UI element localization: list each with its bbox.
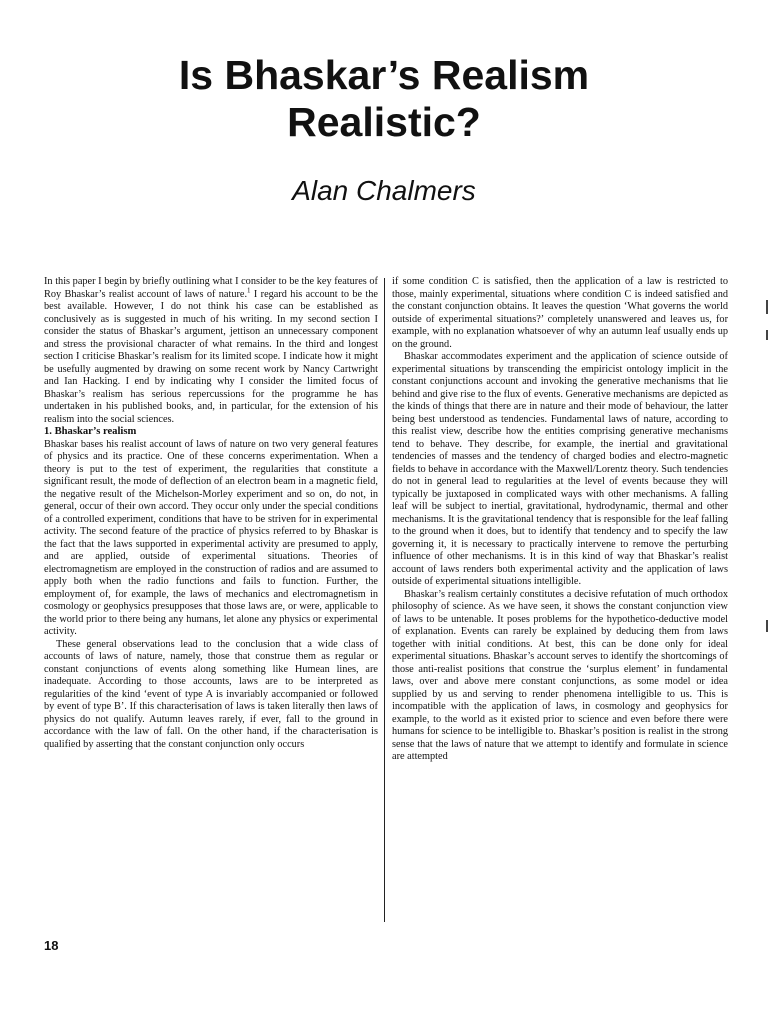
footnote-marker[interactable]: 1 xyxy=(247,286,251,295)
body-paragraph: Bhaskar’s realism certainly constitutes a decisive refutation of much orthodox philosophy of science. As we have seen, it shows the constant conjunction view of laws to be untenable. It poses problems for the hypothetico-deductive model of explanation. Events can rarely be explained by deducing them from laws together with initial conditions. At best, this can be done only for ideal experimental situations. Bhaskar’s account serves to identify the shortcomings of those anti-realist positions that construe the ‘surplus element’ in fundamental laws, over and above mere constant conjunctions, as some model or idea supplied by us and serving to render phenomena intelligible to us. This is incompatible with the application of laws, in cosmology and geophysics for example, to the world as it existed prior to science and even before there were humans for science to be intelligible to. Bhaskar’s position is realist in the strong sense that the laws of nature that we attempt to identify and formulate in science are attempted xyxy=(392,588,728,762)
intro-paragraph xyxy=(44,276,378,426)
body-paragraph: These general observations lead to the conclusion that a wide class of accounts of laws of nature, namely, those that construe them as regular or constant conjunctions of events along something like Humean lines, are inadequate. According to those accounts, laws are to be interpreted as regularities of the kind ‘event of type A is invariably accompanied or followed by event of type B’. If this characterisation of laws is taken literally then laws of physics do not qualify. Autumn leaves rarely, if ever, fall to the ground in accordance with the law of fall. On the other hand, if the characterisation is qualified by asserting that the constant conjunction only occurs xyxy=(44,638,378,750)
page-number: 18 xyxy=(44,938,59,953)
title-line-1: Is Bhaskar’s Realism xyxy=(178,52,590,98)
body-paragraph: Bhaskar accommodates experiment and the application of science outside of experimental situations by transcending the empiricist ontology implicit in the constant conjunctions account and invoking the generative mechanisms that lie behind and give rise to the flux of events. Generative mechanisms are depicted as the kinds of things that there are in nature and their mode of behaviour, the latter being best understood as tendencies. Fundamental laws of nature, according to this realist view, describe how the entities comprising generative mechanisms tend to behave. They describe, for example, the inertial and gravitational tendencies of masses and the tendency of charged bodies and electro-magnetic fields to behave in accordance with the Maxwell/Lorentz theory. Such tendencies do not in general lead to regularities at the level of events because they will typically be juxtaposed in complicated ways with other mechanisms. A falling leaf will be subject to inertial, gravitational, hydrodynamic, thermal and other mechanisms. It is the gravitational tendency that is responsible for the leaf falling to the ground when it does, but to identify that tendency and to specify the law governing it, it is necessary to practically intervene to remove the perturbing influence of other mechanisms. It is in this kind of way that Bhaskar’s realist account of laws renders both experimental activity and the application of laws outside of experimental situations intelligible. xyxy=(392,351,728,587)
right-column xyxy=(392,276,728,764)
column-divider xyxy=(384,278,385,922)
intro-text-end: I regard his account to be the best available. However, I do not think his case can be established as conclusively as is suggested in much of his writing. In my second section I consider the status of Bhaskar’s argument, jettison an unnecessary component and stress the provisional character of what remains. In the third and longest section I criticise Bhaskar’s realism for its limited scope. I indicate how it might be usefully augmented by drawing on some recent work by Nancy Cartwright and Ian Hacking. I end by indicating why I consider the limited focus of Bhaskar’s realism has serious repercussions for the programme he has undertaken in his published books, and, in particular, for the extension of his realism into the social sciences. xyxy=(44,288,378,425)
body-paragraph: Bhaskar bases his realist account of laws of nature on two very general features of physics and its practice. One of these concerns experimentation. When a theory is put to the test of experiment, the regularities that constitute a significant result, the mode of deflection of an electron beam in a magnetic field, the negative result of the Michelson-Morley experiment and so on, do not, in general, occur of their own accord. They occur only under the special conditions of a controlled experiment, conditions that have to be striven for in experimental activity. The second feature of the practice of physics referred to by Bhaskar is the fact that the laws supported in experimental activity are presumed to apply, and are applied, outside of experimental situations. Theories of electromagnetism are employed in the construction of radios and are assumed to apply both when the radio functions and fails to function. Further, the employment of, for example, the laws of mechanics and electromagnetism in cosmology or geophysics presupposes that those laws are, or were, applicable to the world prior to there being any humans, let alone any physics or experimental activity. xyxy=(44,438,378,637)
body-paragraph: if some condition C is satisfied, then the application of a law is restricted to those, mainly experimental, situations where condition C is indeed satisfied and the constant conjunction obtains. It leaves the question ‘What governs the world outside of experimental situations?’ completely unanswered and leaves us, for example, with no explanation whatsoever of why an autumn leaf usually ends up on the ground. xyxy=(392,276,728,350)
article-author: Alan Chalmers xyxy=(292,175,476,206)
left-column xyxy=(44,276,378,751)
section-heading: 1. Bhaskar’s realism xyxy=(44,426,137,437)
intro-text-start: In this paper I begin by briefly outlining what I consider to be the key features of Roy Bhaskar’s realist account of laws of nature. xyxy=(44,276,378,300)
title-line-2: Realistic? xyxy=(287,99,481,145)
article-title xyxy=(60,52,708,146)
